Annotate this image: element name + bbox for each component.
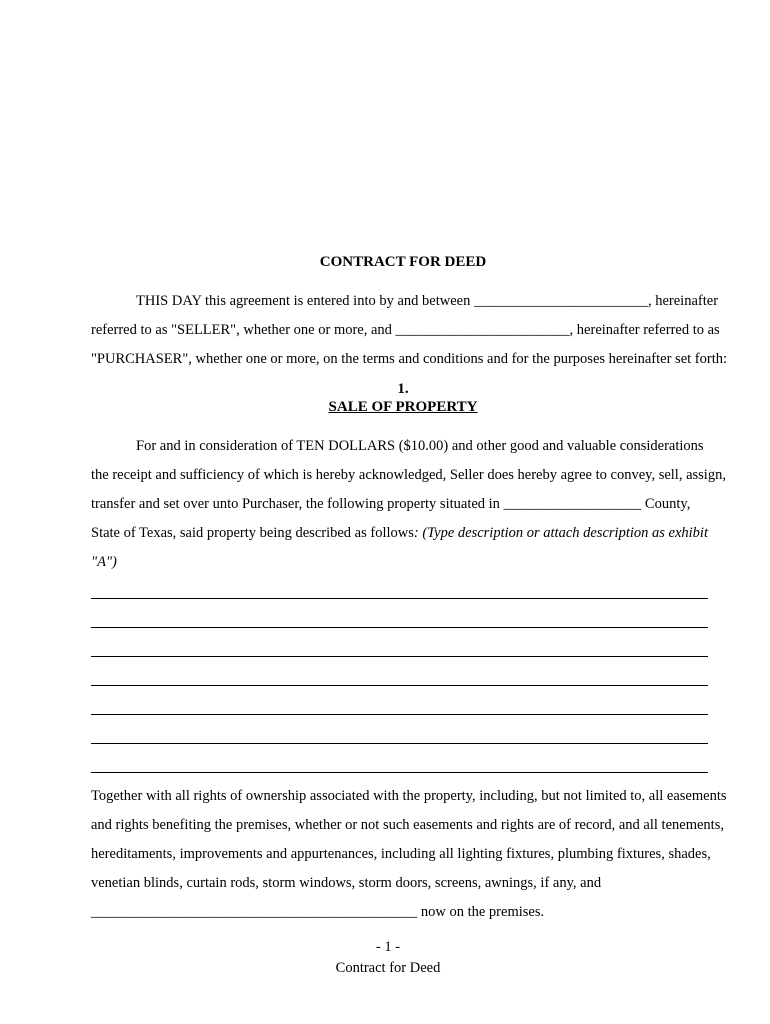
document-title: CONTRACT FOR DEED [319,254,487,270]
description-blank-line[interactable] [91,656,708,685]
property-description-lines [91,598,708,801]
sale-line: For and in consideration of TEN DOLLARS ($10.00) and other good and valuable considerations [136,438,704,454]
intro-paragraph [91,287,728,374]
intro-line: "PURCHASER", whether one or more, on the terms and conditions and for the purposes hereinafter set forth: [91,351,728,367]
together-line: Together with all rights of ownership associated with the property, including, but not limited to, all easements [91,788,727,804]
description-blank-line[interactable] [91,714,708,743]
intro-line: referred to as "SELLER", whether one or more, and ________________________, hereinafter referred to as [91,322,720,338]
section-heading: SALE OF PROPERTY [328,399,478,415]
description-blank-line[interactable] [91,743,708,772]
together-line: and rights benefiting the premises, whether or not such easements and rights are of record, and all tenements, [91,817,724,833]
together-line: venetian blinds, curtain rods, storm windows, storm doors, screens, awnings, if any, and [91,875,602,891]
section-number: 1. [397,381,409,397]
intro-line: THIS DAY this agreement is entered into by and between ________________________, hereinafter [136,293,719,309]
sale-line: the receipt and sufficiency of which is hereby acknowledged, Seller does hereby agree to convey, sell, assign, [91,467,726,483]
sale-paragraph [91,432,726,577]
sale-line: transfer and set over unto Purchaser, the following property situated in ___________________ County, [91,496,691,512]
footer-page-number: - 1 - [375,939,401,955]
together-line: _____________________________________________ now on the premises. [91,904,545,920]
description-blank-line[interactable] [91,598,708,627]
sale-line-italic-exhibit: "A") [91,554,117,570]
together-paragraph [91,782,727,927]
together-line: hereditaments, improvements and appurtenances, including all lighting fixtures, plumbing fixtures, shades, [91,846,711,862]
description-blank-line[interactable] [91,627,708,656]
footer-document-title: Contract for Deed [335,960,441,976]
description-blank-line[interactable] [91,685,708,714]
sale-line-italic: : (Type description or attach description as exhibit [413,525,708,541]
sale-line [91,519,721,548]
sale-line-plain: State of Texas, said property being described as follows [91,525,414,541]
